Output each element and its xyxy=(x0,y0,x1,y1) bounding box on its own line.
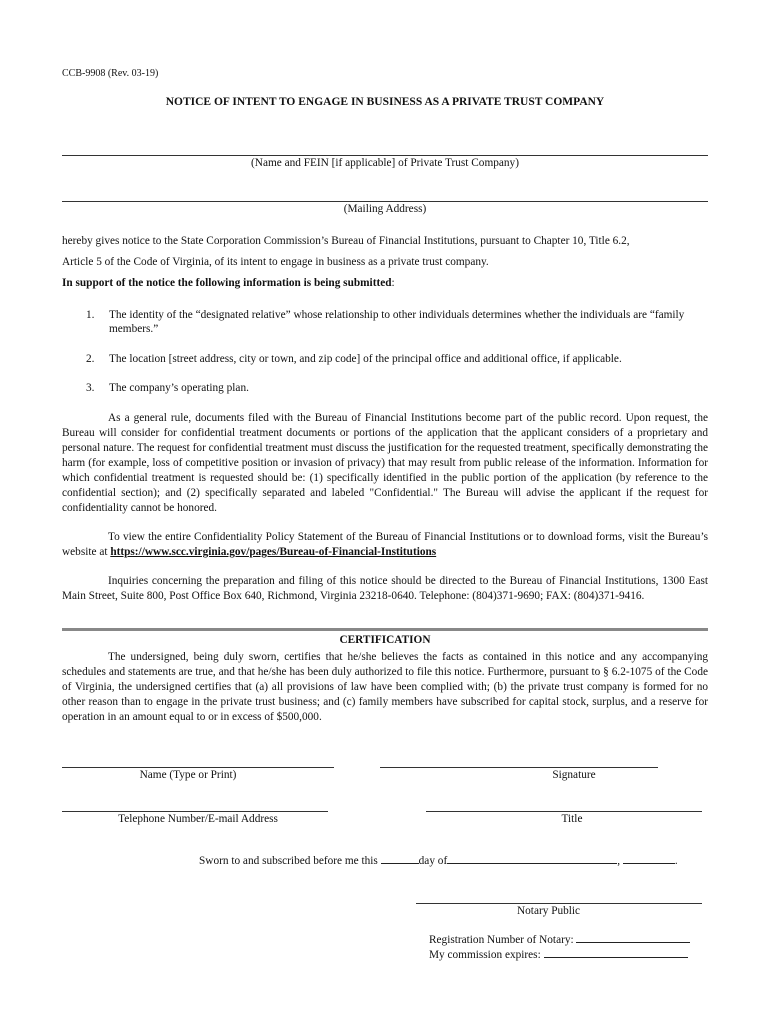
page-title: NOTICE OF INTENT TO ENGAGE IN BUSINESS AS A PRIVATE TRUST COMPANY xyxy=(165,96,605,108)
support-heading-row xyxy=(62,273,708,294)
mailing-address-label: (Mailing Address) xyxy=(343,203,427,215)
sworn-year-field[interactable] xyxy=(623,852,675,864)
sworn-period: . xyxy=(674,855,678,867)
section-divider xyxy=(62,628,708,631)
certification-text: The undersigned, being duly sworn, certifies that he/she believes the facts as contained in this notice and any accompanying schedules and statements are true, and that he/she has been duly authorized to file this notice. Furthermore, pursuant to § 6.2-1075 of the Code of Virginia, the undersigned certifies that (a) all provisions of law have been complied with; (b) the private trust company is formed for no other reason than to engage in the private trust business; and (c) family members have subscribed for capital stock, surplus, and a reserve for operation in an amount equal to or in excess of $500,000. xyxy=(62,651,708,723)
form-number: CCB-9908 (Rev. 03-19) xyxy=(62,68,159,79)
commission-row xyxy=(429,946,688,961)
registration-row xyxy=(429,931,690,946)
sworn-comma: , xyxy=(617,855,623,867)
notary-signature-line[interactable] xyxy=(416,903,702,904)
bureau-website-link[interactable]: https://www.scc.virginia.gov/pages/Bureau-of-Financial-Institutions xyxy=(110,546,437,558)
certification-heading: CERTIFICATION xyxy=(339,634,431,646)
company-name-label: (Name and FEIN [if applicable] of Private Trust Company) xyxy=(251,157,519,169)
support-heading: In support of the notice the following information is being submitted xyxy=(62,277,392,289)
commission-label: My commission expires: xyxy=(429,949,544,961)
commission-expires-field[interactable] xyxy=(544,946,688,958)
sworn-day-field[interactable] xyxy=(381,852,419,864)
registration-label: Registration Number of Notary: xyxy=(429,934,577,946)
telephone-email-line[interactable] xyxy=(62,811,328,812)
title-label: Title xyxy=(561,813,583,825)
policy-text: To view the entire Confidentiality Policy Statement of the Bureau of Financial Institutions or to download forms, visit the Bureau’s website at xyxy=(62,531,708,558)
sworn-month-field[interactable] xyxy=(447,852,617,864)
inquiries-paragraph xyxy=(62,574,708,604)
title-line[interactable] xyxy=(426,811,702,812)
list-item xyxy=(86,381,708,397)
list-item-text: The company’s operating plan. xyxy=(109,382,249,394)
telephone-email-label: Telephone Number/E-mail Address xyxy=(118,813,278,825)
list-item xyxy=(86,308,708,338)
name-print-line[interactable] xyxy=(62,767,334,768)
sworn-statement xyxy=(199,852,678,867)
confidentiality-text: As a general rule, documents filed with the Bureau of Financial Institutions become part of the public record. Upon request, the Bureau will consider for confidential treatment documents or portions of the application that the applicant considers of a proprietary and personal nature. The request for confidential treatment must discuss the justification for the requested treatment, specifically demonstrating the harm (for example, loss of competitive position or invasion of privacy) that may result from public release of the information. Information for which confidential treatment is requested should be: (1) specifically identified in the public portion of the application (by reference to the confidential section); and (2) specifically separated and labeled "Confidential." The Bureau will advise the applicant if the request for confidentiality cannot be honored. xyxy=(62,412,708,514)
list-item xyxy=(86,352,708,368)
inquiries-text: Inquiries concerning the preparation and filing of this notice should be directed to the Bureau of Financial Institutions, 1300 East Main Street, Suite 800, Post Office Box 640, Richmond, Virginia 23218-0640. Telephone: (804)371-9690; FAX: (804)371-9416. xyxy=(62,575,708,602)
sworn-prefix: Sworn to and subscribed before me this xyxy=(199,855,381,867)
signature-line[interactable] xyxy=(380,767,658,768)
list-item-text: The identity of the “designated relative” whose relationship to other individuals determines whether the individuals are “family members.” xyxy=(109,309,685,335)
notary-label: Notary Public xyxy=(517,905,581,917)
list-item-number: 2. xyxy=(86,353,95,365)
signature-label: Signature xyxy=(552,769,596,781)
list-item-number: 3. xyxy=(86,382,95,394)
certification-paragraph xyxy=(62,650,708,725)
sworn-day-of: day of xyxy=(418,855,448,867)
confidentiality-paragraph xyxy=(62,411,708,516)
list-item-number: 1. xyxy=(86,309,95,321)
company-name-line[interactable] xyxy=(62,155,708,156)
list-item-text: The location [street address, city or town, and zip code] of the principal office and additional office, if applicable. xyxy=(109,353,622,365)
name-print-label: Name (Type or Print) xyxy=(139,769,237,781)
intro-line-1: hereby gives notice to the State Corporation Commission’s Bureau of Financial Institutions, pursuant to Chapter 10, Title 6.2, xyxy=(62,235,630,247)
support-heading-colon: : xyxy=(391,277,395,289)
registration-number-field[interactable] xyxy=(576,931,690,943)
intro-line-2: Article 5 of the Code of Virginia, of its intent to engage in business as a private trust company. xyxy=(62,256,489,268)
policy-paragraph xyxy=(62,530,708,560)
mailing-address-line[interactable] xyxy=(62,201,708,202)
